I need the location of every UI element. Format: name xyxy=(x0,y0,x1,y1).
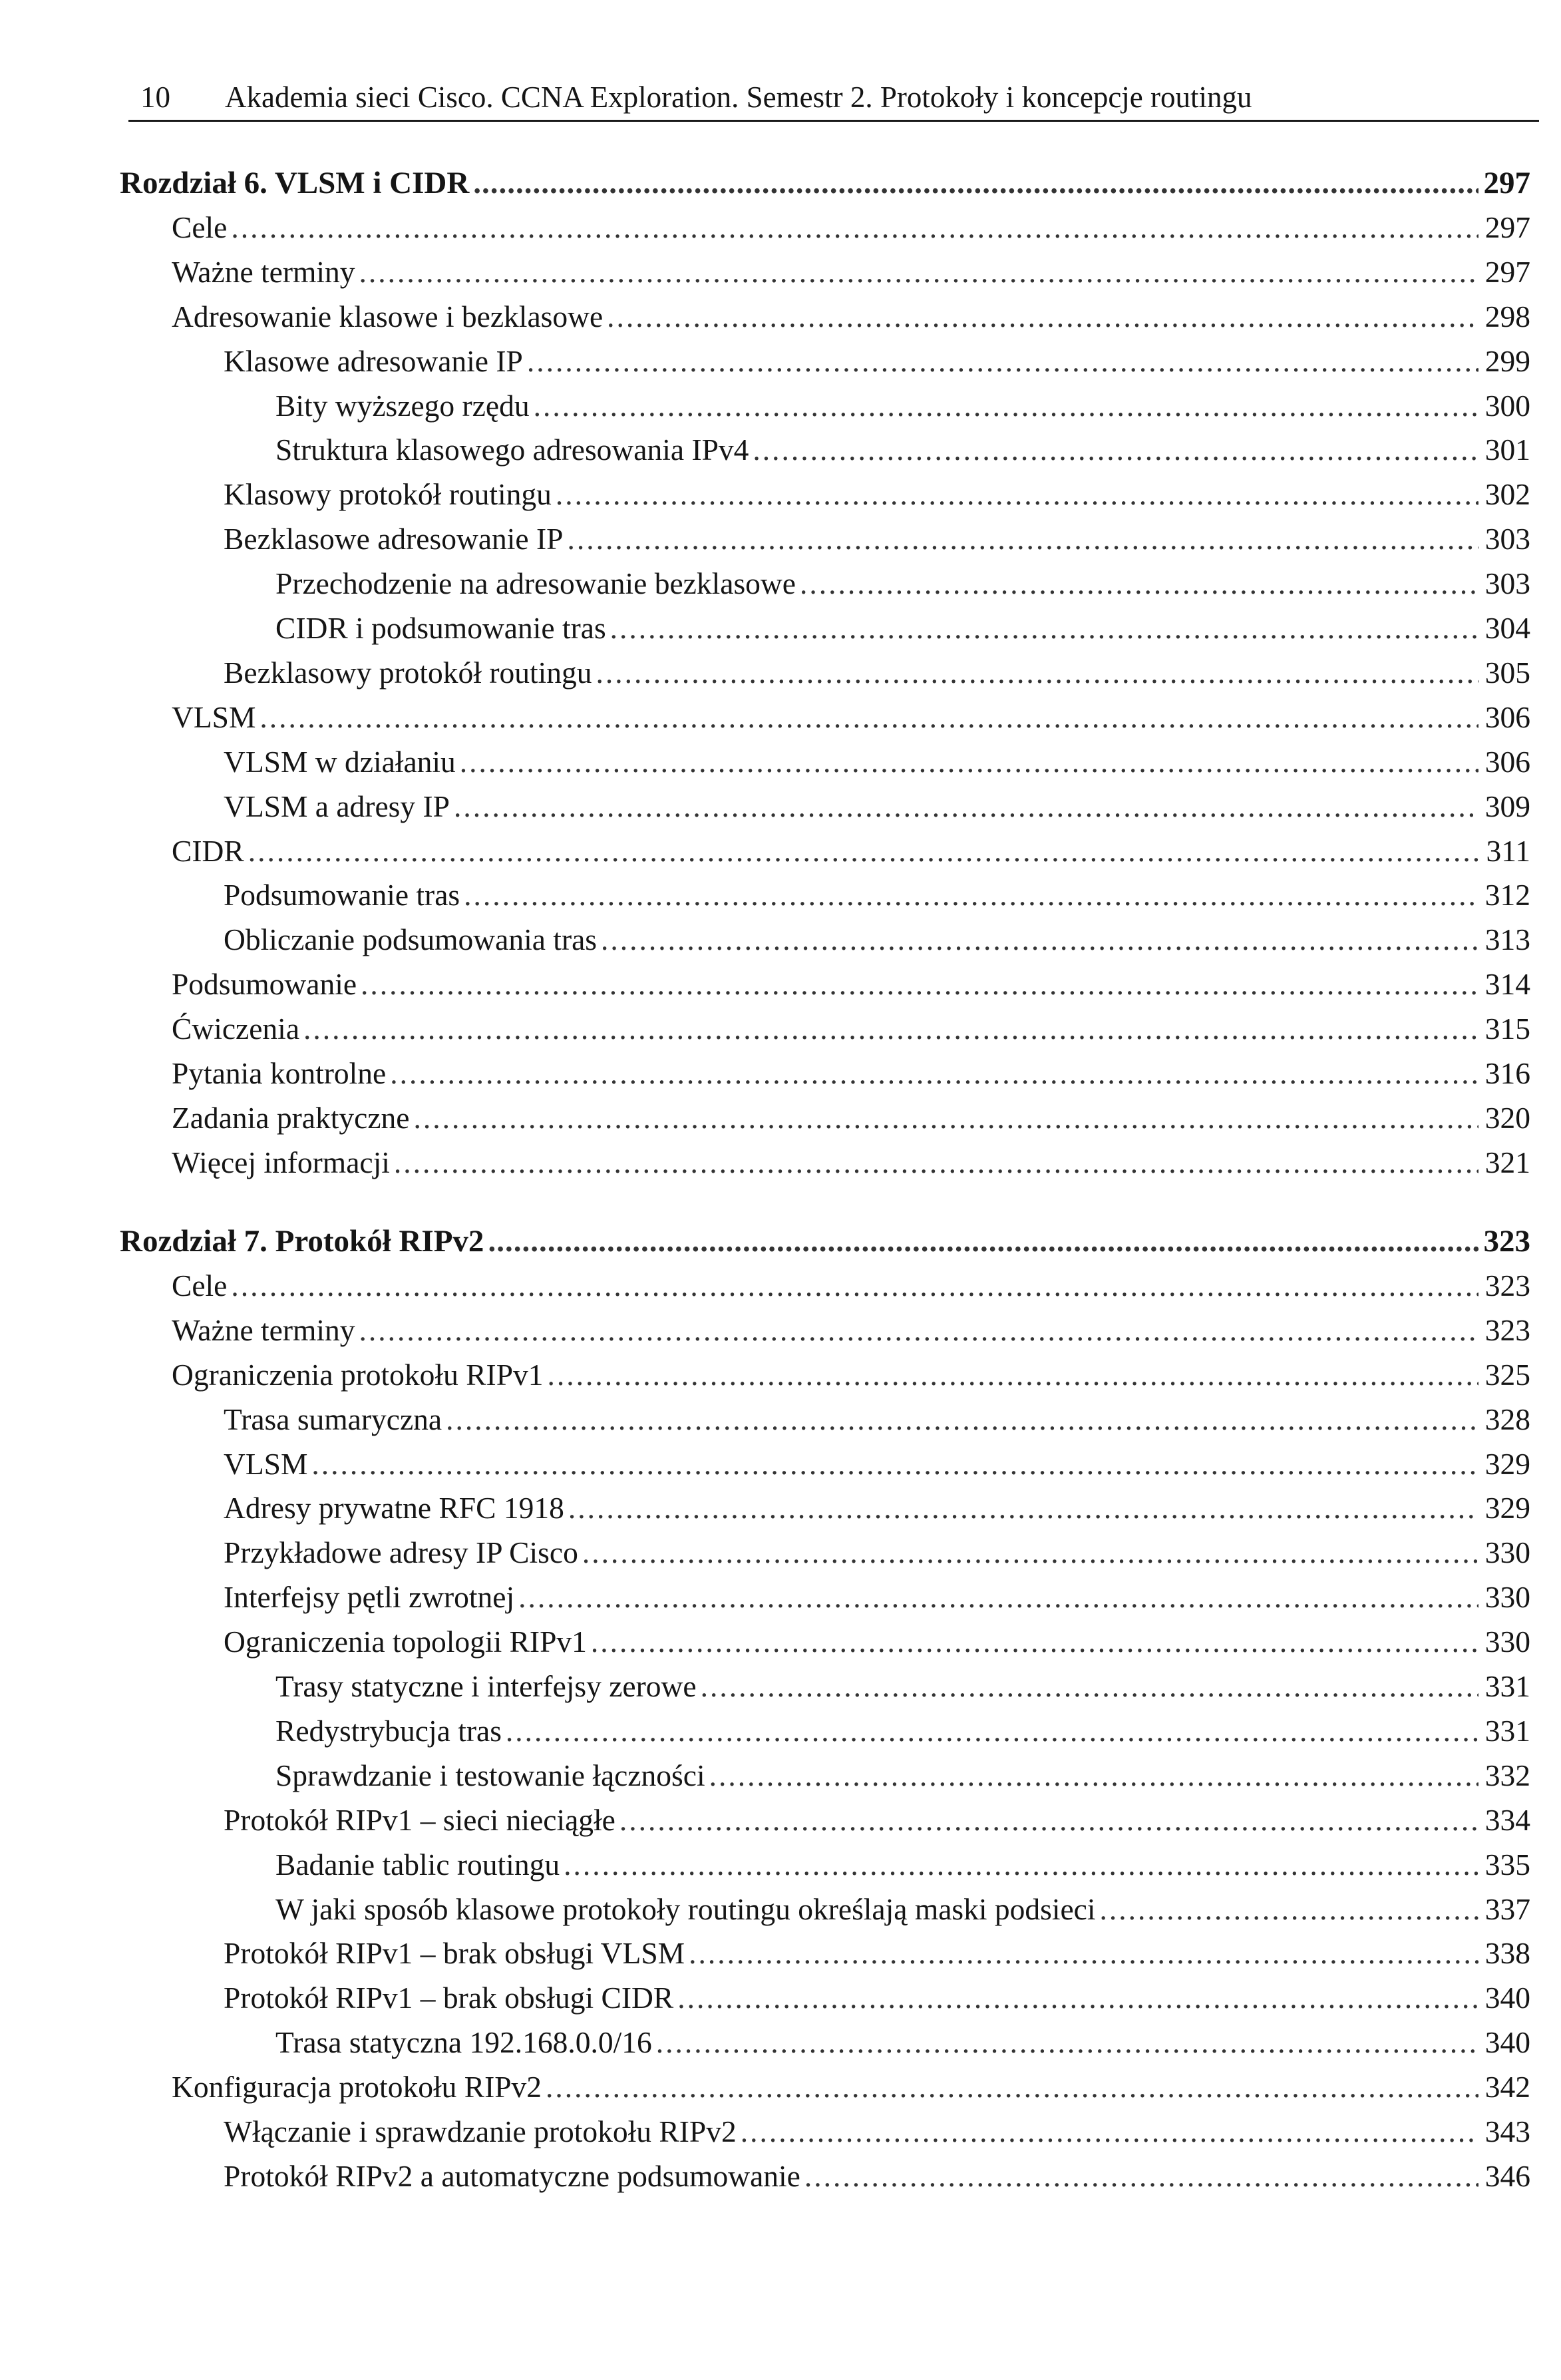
toc-entry[interactable] xyxy=(224,875,1530,916)
entry-title: CIDR xyxy=(172,833,244,868)
entry-title: Adresy prywatne RFC 1918 xyxy=(224,1491,564,1525)
entry-title: Pytania kontrolne xyxy=(172,1056,387,1090)
entry-page-number: 330 xyxy=(1484,1535,1530,1570)
dot-leader xyxy=(413,1097,1478,1139)
entry-page-number: 323 xyxy=(1484,1268,1530,1302)
toc-entry[interactable] xyxy=(172,1265,1530,1306)
toc-entry[interactable] xyxy=(172,1310,1530,1351)
chapter-title: Rozdział 6. VLSM i CIDR xyxy=(120,166,470,200)
entry-title: VLSM a adresy IP xyxy=(224,789,450,823)
entry-title: Redystrybucja tras xyxy=(275,1713,502,1748)
toc-entry[interactable] xyxy=(224,474,1530,515)
entry-page-number: 342 xyxy=(1484,2070,1530,2104)
entry-page-number: 299 xyxy=(1484,343,1530,378)
entry-title: Więcej informacji xyxy=(172,1145,390,1179)
toc-entry[interactable] xyxy=(224,1399,1530,1440)
toc-entry[interactable] xyxy=(224,1933,1530,1974)
entry-page-number: 340 xyxy=(1484,1981,1530,2015)
entry-title: Trasa sumaryczna xyxy=(224,1402,442,1436)
dot-leader xyxy=(656,2022,1478,2063)
entry-page-number: 313 xyxy=(1484,922,1530,957)
dot-leader xyxy=(473,162,1478,204)
toc-entry[interactable] xyxy=(224,919,1530,960)
entry-page-number: 306 xyxy=(1484,699,1530,734)
toc-entry[interactable] xyxy=(224,1444,1530,1485)
entry-title: VLSM xyxy=(172,699,256,734)
entry-page-number: 334 xyxy=(1484,1802,1530,1837)
dot-leader xyxy=(800,563,1478,604)
entry-page-number: 332 xyxy=(1484,1758,1530,1792)
toc-entry[interactable] xyxy=(172,1053,1530,1094)
dot-leader xyxy=(460,741,1478,783)
dot-leader xyxy=(527,341,1478,382)
dot-leader xyxy=(610,608,1478,649)
entry-title: Klasowe adresowanie IP xyxy=(224,343,523,378)
toc-entry[interactable] xyxy=(224,741,1530,783)
entry-title: Badanie tablic routingu xyxy=(275,1847,560,1882)
entry-page-number: 298 xyxy=(1484,299,1530,333)
entry-title: Obliczanie podsumowania tras xyxy=(224,922,597,957)
entry-page-number: 311 xyxy=(1486,833,1530,868)
entry-page-number: 330 xyxy=(1484,1580,1530,1615)
entry-title: Sprawdzanie i testowanie łączności xyxy=(275,1758,705,1792)
toc-entry[interactable] xyxy=(275,608,1530,649)
entry-page-number: 343 xyxy=(1484,2114,1530,2148)
toc-entry[interactable] xyxy=(275,1710,1530,1752)
dot-leader xyxy=(677,1977,1478,2019)
dot-leader xyxy=(582,1532,1478,1573)
entry-page-number: 303 xyxy=(1484,522,1530,556)
dot-leader xyxy=(701,1666,1478,1707)
toc-entry[interactable] xyxy=(224,652,1530,694)
toc-entry[interactable] xyxy=(224,2111,1530,2152)
toc-entry[interactable] xyxy=(172,964,1530,1005)
dot-leader xyxy=(804,2156,1478,2197)
entry-title: Protokół RIPv1 – brak obsługi VLSM xyxy=(224,1936,685,1971)
dot-leader xyxy=(303,1008,1478,1050)
dot-leader xyxy=(231,1265,1478,1306)
dot-leader xyxy=(311,1444,1478,1485)
toc-entry[interactable] xyxy=(275,1889,1530,1930)
toc-entry[interactable] xyxy=(224,1977,1530,2019)
entry-title: Protokół RIPv1 – sieci nieciągłe xyxy=(224,1802,615,1837)
chapter-page-number: 297 xyxy=(1483,166,1530,200)
toc-entry[interactable] xyxy=(172,296,1530,337)
entry-page-number: 346 xyxy=(1484,2158,1530,2193)
dot-leader xyxy=(591,1621,1478,1663)
toc-entry[interactable] xyxy=(172,831,1530,872)
toc-entry[interactable] xyxy=(172,697,1530,738)
entry-page-number: 330 xyxy=(1484,1625,1530,1659)
dot-leader xyxy=(446,1399,1478,1440)
dot-leader xyxy=(534,385,1478,427)
toc-entry[interactable] xyxy=(275,1755,1530,1796)
entry-title: Bity wyższego rzędu xyxy=(275,388,530,423)
toc-entry[interactable] xyxy=(275,429,1530,471)
entry-title: Trasa statyczna 192.168.0.0/16 xyxy=(275,2025,652,2060)
dot-leader xyxy=(394,1142,1478,1183)
toc-entry[interactable] xyxy=(172,1008,1530,1050)
entry-title: W jaki sposób klasowe protokoły routingu określają maski podsieci xyxy=(275,1891,1096,1926)
toc-entry[interactable] xyxy=(224,1487,1530,1529)
entry-page-number: 309 xyxy=(1484,789,1530,823)
dot-leader xyxy=(567,518,1478,560)
toc-entry[interactable] xyxy=(224,1621,1530,1663)
dot-leader xyxy=(359,1310,1478,1351)
entry-page-number: 315 xyxy=(1484,1012,1530,1046)
chapter7-heading[interactable] xyxy=(120,1221,1530,1262)
dot-leader xyxy=(390,1053,1478,1094)
dot-leader xyxy=(709,1755,1478,1796)
entry-page-number: 301 xyxy=(1484,433,1530,467)
entry-page-number: 331 xyxy=(1484,1669,1530,1703)
dot-leader xyxy=(753,429,1478,471)
dot-leader xyxy=(689,1933,1478,1974)
toc-entry[interactable] xyxy=(172,1097,1530,1139)
toc-entry[interactable] xyxy=(275,1666,1530,1707)
toc-entry[interactable] xyxy=(224,1577,1530,1618)
entry-page-number: 316 xyxy=(1484,1056,1530,1090)
entry-page-number: 335 xyxy=(1484,1847,1530,1882)
entry-title: CIDR i podsumowanie tras xyxy=(275,611,606,645)
entry-title: Struktura klasowego adresowania IPv4 xyxy=(275,433,749,467)
entry-page-number: 331 xyxy=(1484,1713,1530,1748)
dot-leader xyxy=(741,2111,1478,2152)
entry-page-number: 300 xyxy=(1484,388,1530,423)
toc-entry[interactable] xyxy=(172,252,1530,293)
toc-entry[interactable] xyxy=(224,341,1530,382)
dot-leader xyxy=(596,652,1478,694)
entry-page-number: 320 xyxy=(1484,1100,1530,1135)
dot-leader xyxy=(546,2067,1478,2108)
toc-entry[interactable] xyxy=(275,1844,1530,1885)
entry-page-number: 323 xyxy=(1484,1312,1530,1347)
entry-title: Cele xyxy=(172,1268,228,1302)
dot-leader xyxy=(619,1800,1478,1841)
toc-entry[interactable] xyxy=(172,2067,1530,2108)
entry-page-number: 325 xyxy=(1484,1357,1530,1392)
dot-leader xyxy=(1100,1889,1478,1930)
entry-title: Klasowy protokół routingu xyxy=(224,477,552,512)
entry-title: Cele xyxy=(172,210,228,244)
entry-page-number: 312 xyxy=(1484,878,1530,912)
chapter-page-number: 323 xyxy=(1483,1224,1530,1259)
entry-page-number: 337 xyxy=(1484,1891,1530,1926)
toc-entry[interactable] xyxy=(172,1142,1530,1183)
toc-entry[interactable] xyxy=(224,1532,1530,1573)
entry-page-number: 304 xyxy=(1484,611,1530,645)
dot-leader xyxy=(601,919,1478,960)
entry-page-number: 329 xyxy=(1484,1446,1530,1481)
toc-entry[interactable] xyxy=(172,207,1530,248)
dot-leader xyxy=(488,1221,1478,1262)
chapter-title: Rozdział 7. Protokół RIPv2 xyxy=(120,1224,484,1259)
entry-title: Zadania praktyczne xyxy=(172,1100,410,1135)
dot-leader xyxy=(548,1354,1478,1396)
entry-page-number: 314 xyxy=(1484,967,1530,1002)
toc-entry[interactable] xyxy=(275,385,1530,427)
entry-title: Interfejsy pętli zwrotnej xyxy=(224,1580,515,1615)
entry-title: Ważne terminy xyxy=(172,1312,355,1347)
dot-leader xyxy=(361,964,1478,1005)
entry-title: Podsumowanie xyxy=(172,967,357,1002)
entry-title: Ograniczenia topologii RIPv1 xyxy=(224,1625,587,1659)
entry-title: VLSM w działaniu xyxy=(224,744,456,779)
entry-title: Bezklasowe adresowanie IP xyxy=(224,522,564,556)
entry-title: Adresowanie klasowe i bezklasowe xyxy=(172,299,604,333)
dot-leader xyxy=(260,697,1478,738)
toc-entry[interactable] xyxy=(275,2022,1530,2063)
dot-leader xyxy=(607,296,1478,337)
entry-title: Trasy statyczne i interfejsy zerowe xyxy=(275,1669,697,1703)
dot-leader xyxy=(568,1487,1478,1529)
entry-page-number: 321 xyxy=(1484,1145,1530,1179)
page-number: 10 xyxy=(140,81,170,114)
entry-title: Przykładowe adresy IP Cisco xyxy=(224,1535,578,1570)
entry-title: Konfiguracja protokołu RIPv2 xyxy=(172,2070,542,2104)
entry-title: Włączanie i sprawdzanie protokołu RIPv2 xyxy=(224,2114,737,2148)
entry-page-number: 329 xyxy=(1484,1491,1530,1525)
entry-title: Podsumowanie tras xyxy=(224,878,460,912)
entry-title: VLSM xyxy=(224,1446,308,1481)
dot-leader xyxy=(231,207,1478,248)
entry-page-number: 305 xyxy=(1484,655,1530,690)
toc-entry[interactable] xyxy=(224,2156,1530,2197)
entry-title: Ważne terminy xyxy=(172,254,355,289)
entry-title: Przechodzenie na adresowanie bezklasowe xyxy=(275,566,796,601)
entry-title: Ograniczenia protokołu RIPv1 xyxy=(172,1357,544,1392)
toc-entry[interactable] xyxy=(224,786,1530,827)
dot-leader xyxy=(518,1577,1478,1618)
entry-page-number: 340 xyxy=(1484,2025,1530,2060)
entry-page-number: 297 xyxy=(1484,210,1530,244)
entry-page-number: 328 xyxy=(1484,1402,1530,1436)
dot-leader xyxy=(359,252,1478,293)
entry-page-number: 303 xyxy=(1484,566,1530,601)
running-title: Akademia sieci Cisco. CCNA Exploration. Semestr 2. Protokoły i koncepcje routingu xyxy=(225,81,1252,114)
dot-leader xyxy=(506,1710,1478,1752)
entry-title: Bezklasowy protokół routingu xyxy=(224,655,592,690)
toc-entry[interactable] xyxy=(224,1800,1530,1841)
dot-leader xyxy=(248,831,1478,872)
entry-title: Protokół RIPv1 – brak obsługi CIDR xyxy=(224,1981,674,2015)
entry-page-number: 306 xyxy=(1484,744,1530,779)
dot-leader xyxy=(564,1844,1478,1885)
dot-leader xyxy=(464,875,1478,916)
toc-entry[interactable] xyxy=(224,518,1530,560)
toc-entry[interactable] xyxy=(172,1354,1530,1396)
dot-leader xyxy=(454,786,1478,827)
entry-page-number: 338 xyxy=(1484,1936,1530,1971)
dot-leader xyxy=(556,474,1478,515)
chapter6-heading[interactable] xyxy=(120,162,1530,204)
entry-title: Ćwiczenia xyxy=(172,1012,300,1046)
entry-title: Protokół RIPv2 a automatyczne podsumowanie xyxy=(224,2158,800,2193)
toc-entry[interactable] xyxy=(275,563,1530,604)
entry-page-number: 302 xyxy=(1484,477,1530,512)
entry-page-number: 297 xyxy=(1484,254,1530,289)
